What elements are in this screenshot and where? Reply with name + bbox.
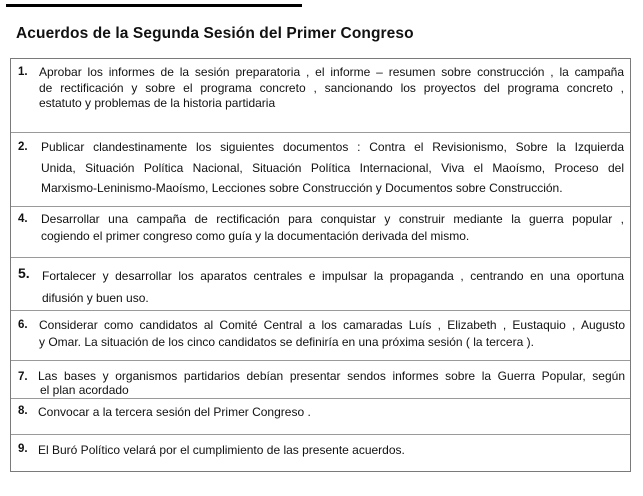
agreement-text xyxy=(41,137,624,199)
agreement-line: Unida, Situación Política Nacional, Situación Política Internacional, Viva el Maoísmo, Proceso del xyxy=(41,160,624,175)
agreement-text xyxy=(39,64,624,112)
agreement-number: 5. xyxy=(18,265,30,281)
agreement-line: Convocar a la tercera sesión del Primer Congreso . xyxy=(38,405,311,419)
agreement-row-4 xyxy=(11,206,630,257)
agreement-line: cogiendo el primer congreso como guía y la documentación derivada del mismo. xyxy=(41,228,470,243)
agreement-number: 7. xyxy=(18,371,28,383)
document-title: Acuerdos de la Segunda Sesión del Primer Congreso xyxy=(16,25,414,42)
agreement-row-7 xyxy=(11,360,630,398)
agreement-row-6 xyxy=(11,310,630,360)
agreement-line: Marxismo-Leninismo-Maoísmo, Lecciones sobre Construcción y Documentos sobre Construcción. xyxy=(41,181,563,195)
agreement-number: 8. xyxy=(18,405,28,417)
agreement-number: 2. xyxy=(18,141,28,153)
agreement-number: 4. xyxy=(18,213,28,225)
agreement-row-9 xyxy=(11,434,630,471)
agreement-line: Publicar clandestinamente los siguientes documentos : Contra el Revisionismo, Sobre la Izquierda xyxy=(41,140,624,154)
agreement-number: 6. xyxy=(18,319,28,331)
agreement-line: Desarrollar una campaña de rectificación para conquistar y construir mediante la guerra popular , xyxy=(41,212,624,226)
agreement-text xyxy=(38,404,624,421)
agreement-text xyxy=(42,265,624,309)
agreement-line: de rectificación y sobre el programa concreto , sancionando los proyectos del programa concreto , xyxy=(39,80,624,95)
top-rule xyxy=(6,4,302,7)
agreement-row-1 xyxy=(11,59,630,132)
agreement-line: estatuto y problemas de la historia partidaria xyxy=(39,96,276,110)
agreement-line: y Omar. La situación de los cinco candidatos se definiría en una próxima sesión ( la tercera ). xyxy=(39,334,534,349)
agreement-row-8 xyxy=(11,398,630,434)
agreement-number: 1. xyxy=(18,66,28,78)
agreement-line: el plan acordado xyxy=(40,383,129,397)
agreement-line: Considerar como candidatos al Comité Central a los camaradas Luís , Elizabeth , Eustaquio , Augusto xyxy=(39,318,625,332)
agreement-text xyxy=(41,211,624,244)
agreement-row-2 xyxy=(11,132,630,206)
agreements-table xyxy=(10,58,631,472)
agreement-text xyxy=(38,442,624,459)
agreement-row-5 xyxy=(11,257,630,310)
agreement-line: Aprobar los informes de la sesión preparatoria , el informe – resumen sobre construcción , la campaña xyxy=(39,65,624,79)
agreement-line: El Buró Político velará por el cumplimiento de las presente acuerdos. xyxy=(38,443,405,457)
agreement-line: Fortalecer y desarrollar los aparatos centrales e impulsar la propaganda , centrando en una oportuna xyxy=(42,269,624,283)
agreement-number: 9. xyxy=(18,443,28,455)
agreement-text xyxy=(39,317,625,350)
agreement-line: Las bases y organismos partidarios debían presentar sendos informes sobre la Guerra Popular, según xyxy=(38,369,625,383)
agreement-text xyxy=(38,369,625,397)
agreement-line: difusión y buen uso. xyxy=(42,291,149,305)
